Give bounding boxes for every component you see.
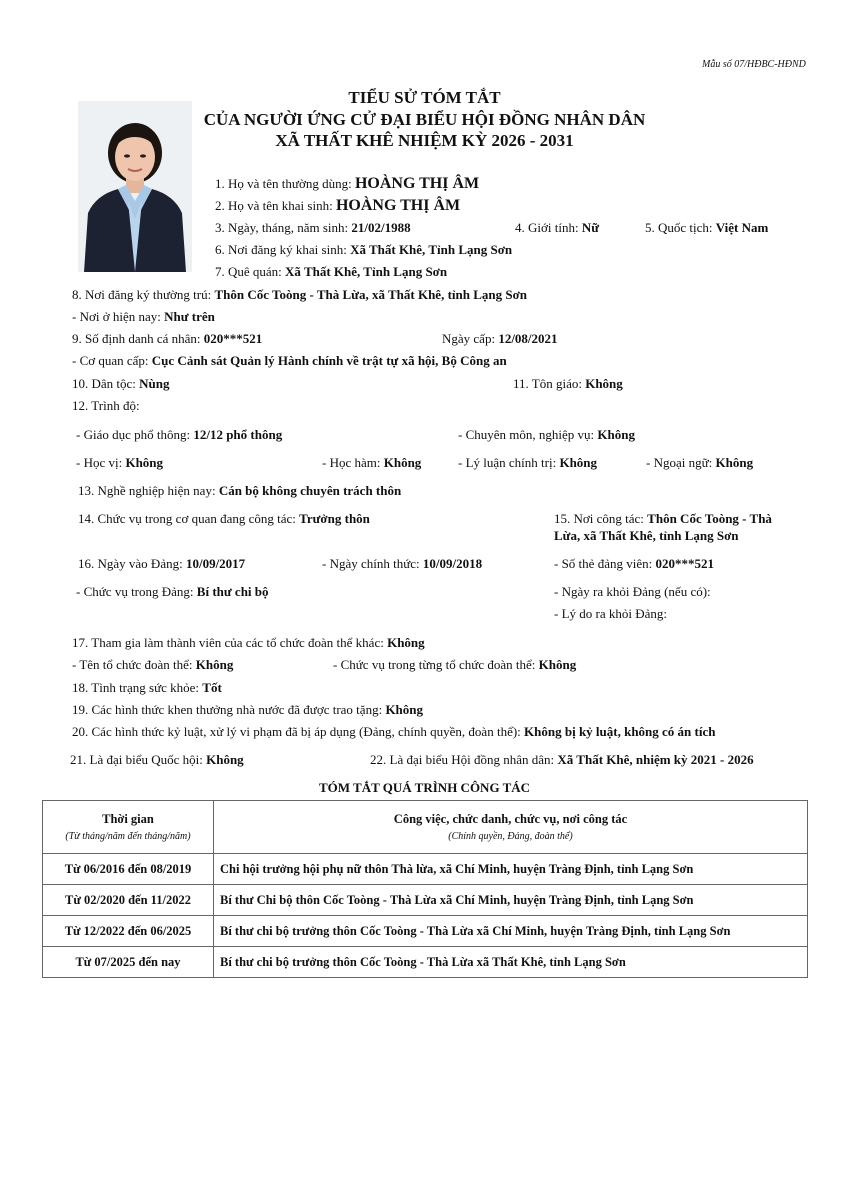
form-number: Mẫu số 07/HĐBC-HĐND [702,59,806,70]
field-organization-name: - Tên tổ chức đoàn thể: Không [72,657,234,672]
doc-title: TIỂU SỬ TÓM TẮT [348,88,501,107]
table-header-row [43,801,808,854]
field-nationality: 5. Quốc tịch: Việt Nam [645,220,769,235]
field-permanent-residence: 8. Nơi đăng ký thường trú: Thôn Cốc Toòng - Thà Lừa, xã Thất Khê, tỉnh Lạng Sơn [72,287,528,302]
field-foreign-language: - Ngoại ngữ: Không [646,455,754,470]
field-issuing-agency: - Cơ quan cấp: Cục Cảnh sát Quản lý Hành chính về trật tự xã hội, Bộ Công an [72,353,507,368]
field-gender: 4. Giới tính: Nữ [515,220,600,235]
field-party-card: - Số thẻ đảng viên: 020***521 [554,556,714,571]
row-description: Bí thư chi bộ trưởng thôn Cốc Toòng - Thà Lừa xã Thất Khê, tỉnh Lạng Sơn [214,947,808,978]
field-religion: 11. Tôn giáo: Không [513,376,623,391]
work-history-title: TÓM TẮT QUÁ TRÌNH CÔNG TÁC [318,780,531,795]
field-common-name: 1. Họ và tên thường dùng: HOÀNG THỊ ÂM [215,175,480,192]
field-workplace: 15. Nơi công tác: Thôn Cốc Toòng - Thà [554,511,772,526]
birth-name-value: HOÀNG THỊ ÂM [335,197,461,214]
field-national-assembly: 21. Là đại biểu Quốc hội: Không [70,752,244,767]
field-party-exit-date: - Ngày ra khỏi Đảng (nếu có): [554,584,711,599]
table-row [43,885,808,916]
field-position: 14. Chức vụ trong cơ quan đang công tác: Trưởng thôn [78,511,370,526]
doc-subtitle: CỦA NGƯỜI ỨNG CỬ ĐẠI BIỂU HỘI ĐỒNG NHÂN DÂN [203,110,646,129]
field-hometown: 7. Quê quán: Xã Thất Khê, Tỉnh Lạng Sơn [215,264,448,279]
field-id-number: 9. Số định danh cá nhân: 020***521 [72,331,263,346]
field-party-position: - Chức vụ trong Đảng: Bí thư chi bộ [76,584,269,599]
work-history-table [42,800,808,978]
row-description: Bí thư Chi bộ thôn Cốc Toòng - Thà Lừa xã Chí Minh, huyện Tràng Định, tỉnh Lạng Sơn [214,885,808,916]
common-name-value: HOÀNG THỊ ÂM [354,175,480,192]
row-time: Từ 02/2020 đến 11/2022 [43,885,214,916]
field-occupation: 13. Nghề nghiệp hiện nay: Cán bộ không chuyên trách thôn [78,483,402,498]
field-ethnicity: 10. Dân tộc: Nùng [72,376,170,391]
portrait-photo [78,101,192,272]
field-party-join-date: 16. Ngày vào Đảng: 10/09/2017 [78,556,246,571]
field-issue-date: Ngày cấp: 12/08/2021 [442,331,558,346]
row-description: Bí thư chi bộ trưởng thôn Cốc Toòng - Thà Lừa xã Chí Minh, huyện Tràng Định, tỉnh Lạng Sơn [214,916,808,947]
field-current-residence: - Nơi ở hiện nay: Như trên [72,309,215,324]
field-education-heading: 12. Trình độ: [72,398,140,413]
doc-term: XÃ THẤT KHÊ NHIỆM KỲ 2026 - 2031 [275,131,574,150]
table-row [43,854,808,885]
table-row [43,947,808,978]
row-description: Chi hội trưởng hội phụ nữ thôn Thà lừa, xã Chí Minh, huyện Tràng Định, tỉnh Lạng Sơn [214,854,808,885]
field-workplace-cont: Lừa, xã Thất Khê, tỉnh Lạng Sơn [554,528,739,543]
field-discipline: 20. Các hình thức kỷ luật, xử lý vi phạm đã bị áp dụng (Đảng, chính quyền, đoàn thể): Không bị kỷ luật, không có án tích [72,724,716,739]
field-degree: - Học vị: Không [76,455,164,470]
field-party-exit-reason: - Lý do ra khỏi Đảng: [554,606,668,621]
col-header-time: Thời gian (Từ tháng/năm đến tháng/năm) [43,801,214,854]
field-awards: 19. Các hình thức khen thưởng nhà nước đã được trao tặng: Không [72,702,424,717]
field-council-delegate: 22. Là đại biểu Hội đồng nhân dân: Xã Thất Khê, nhiệm kỳ 2021 - 2026 [370,752,754,767]
field-academic-title: - Học hàm: Không [322,455,422,470]
portrait-illustration [78,101,192,272]
field-political-theory: - Lý luận chính trị: Không [458,455,598,470]
row-time: Từ 07/2025 đến nay [43,947,214,978]
field-general-education: - Giáo dục phổ thông: 12/12 phổ thông [76,427,283,442]
field-health: 18. Tình trạng sức khỏe: Tốt [72,680,222,695]
field-birth-date: 3. Ngày, tháng, năm sinh: 21/02/1988 [215,220,411,235]
col-header-description: Công việc, chức danh, chức vụ, nơi công tác (Chính quyền, Đảng, đoàn thể) [214,801,808,854]
field-organizations: 17. Tham gia làm thành viên của các tổ chức đoàn thể khác: Không [72,635,425,650]
row-time: Từ 06/2016 đến 08/2019 [43,854,214,885]
field-birth-place: 6. Nơi đăng ký khai sinh: Xã Thất Khê, Tỉnh Lạng Sơn [215,242,513,257]
table-row [43,916,808,947]
field-organization-role: - Chức vụ trong từng tổ chức đoàn thể: Không [333,657,577,672]
field-party-official-date: - Ngày chính thức: 10/09/2018 [322,556,483,571]
row-time: Từ 12/2022 đến 06/2025 [43,916,214,947]
field-specialty: - Chuyên môn, nghiệp vụ: Không [458,427,635,442]
field-birth-name: 2. Họ và tên khai sinh: HOÀNG THỊ ÂM [215,197,461,214]
